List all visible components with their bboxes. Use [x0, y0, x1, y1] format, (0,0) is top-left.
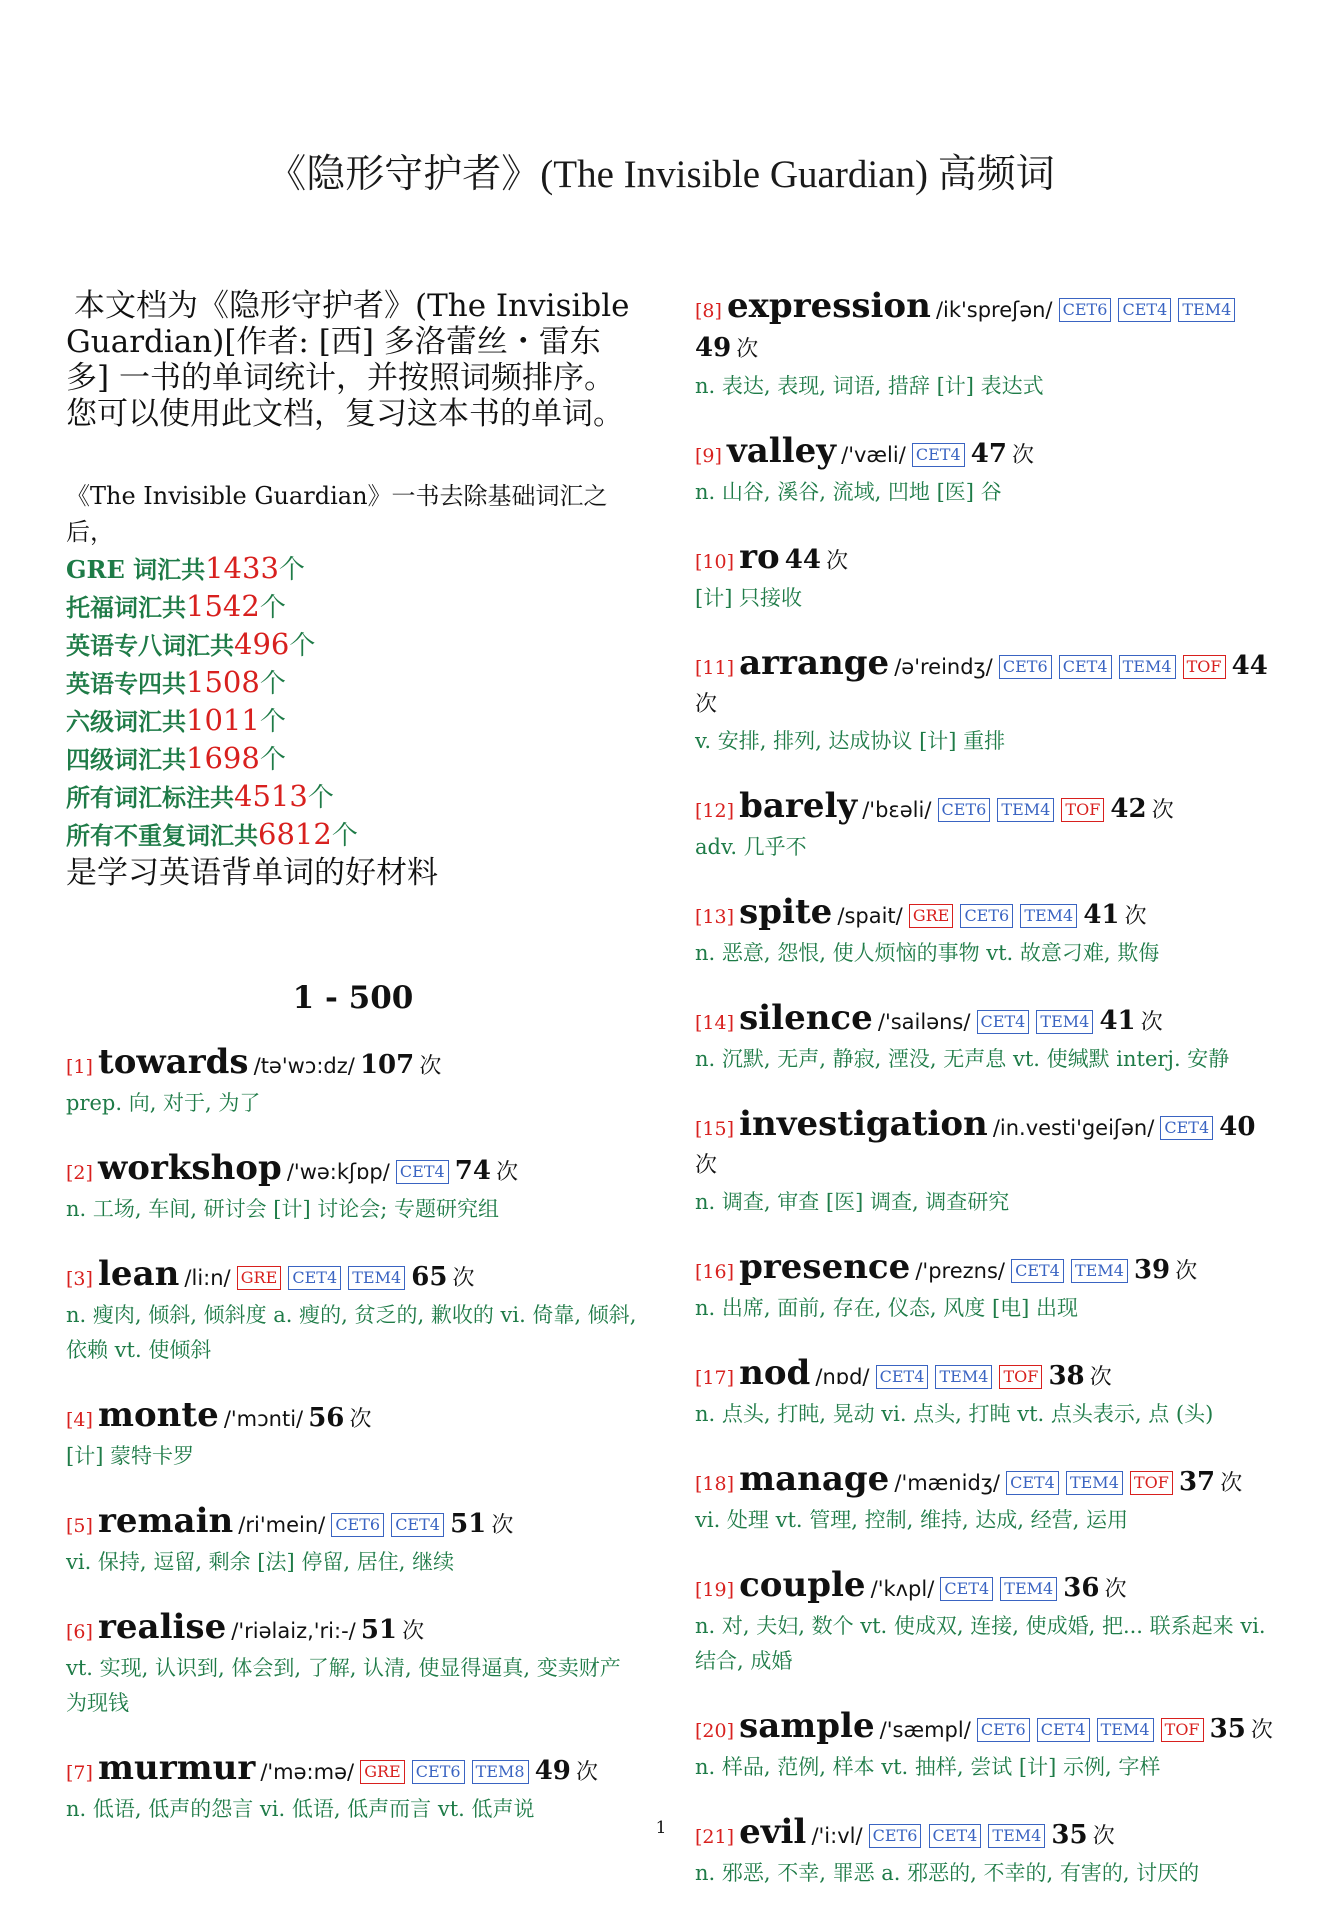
- entry-count: 44: [784, 545, 821, 575]
- entry-header: [695, 288, 1275, 369]
- exam-tag: TEM4: [997, 798, 1054, 822]
- entry-count-unit: 次: [452, 1266, 475, 1291]
- entry-definition: v. 安排, 排列, 达成协议 [计] 重排: [695, 729, 1006, 753]
- summary-line: [66, 816, 640, 854]
- word-entry: [695, 645, 1275, 759]
- entry-index: [15]: [695, 1118, 735, 1140]
- summary-line: [66, 588, 640, 626]
- entry-count: 56: [308, 1403, 345, 1433]
- word-entry: [66, 1750, 640, 1827]
- summary-count: 4513: [234, 779, 308, 813]
- exam-tag: TOF: [1130, 1471, 1173, 1495]
- entry-header: [695, 894, 1275, 936]
- entry-count-unit: 次: [826, 549, 849, 574]
- exam-tag: TOF: [999, 1365, 1042, 1389]
- word-entry: [66, 1609, 640, 1721]
- entry-count-unit: 次: [1140, 1010, 1163, 1035]
- entry-word: valley: [727, 431, 837, 471]
- exam-tag: CET4: [1006, 1471, 1059, 1495]
- exam-tag: TEM4: [1097, 1718, 1154, 1742]
- summary-unit: 个: [259, 593, 286, 623]
- entry-count-unit: 次: [1250, 1718, 1273, 1743]
- page-title: 《隐形守护者》(The Invisible Guardian) 高频词: [267, 153, 1055, 196]
- exam-tag: TEM4: [1178, 298, 1235, 322]
- range-heading: 1 - 500: [292, 980, 414, 1016]
- summary-unit: 个: [278, 555, 305, 585]
- exam-tag: CET6: [960, 904, 1013, 928]
- entry-count-unit: 次: [695, 692, 718, 717]
- entry-index: [21]: [695, 1826, 735, 1848]
- entry-phonetic: /'mɔnti/: [223, 1407, 304, 1431]
- entry-header: [66, 1750, 640, 1792]
- word-list-right: [695, 288, 1275, 1891]
- summary-intro: 《The Invisible Guardian》一书去除基础词汇之后，: [66, 482, 608, 546]
- entry-phonetic: /'bɛəli/: [862, 798, 932, 822]
- entry-count-unit: 次: [1124, 904, 1147, 929]
- entry-count: 40: [1219, 1112, 1256, 1142]
- entry-count-unit: 次: [575, 1760, 598, 1785]
- exam-tag: CET4: [1160, 1116, 1213, 1140]
- entry-count-unit: 次: [419, 1054, 442, 1079]
- exam-tag: TEM4: [1000, 1577, 1057, 1601]
- entry-count: 38: [1048, 1361, 1085, 1391]
- exam-tag: TEM8: [472, 1760, 529, 1784]
- entry-index: [8]: [695, 300, 722, 322]
- summary-label: 英语专八词汇: [66, 631, 210, 660]
- entry-index: [4]: [66, 1409, 93, 1431]
- summary-label: 所有词汇标注: [66, 783, 210, 812]
- entry-index: [10]: [695, 551, 735, 573]
- entry-phonetic: /'mə:mə/: [260, 1760, 355, 1784]
- entry-definition: n. 瘦肉, 倾斜, 倾斜度 a. 瘦的, 贫乏的, 歉收的 vi. 倚靠, 倾斜, 依赖 vt. 使倾斜: [66, 1303, 637, 1362]
- entry-word: nod: [739, 1353, 811, 1393]
- entry-word: murmur: [98, 1748, 256, 1788]
- entry-count: 36: [1063, 1573, 1100, 1603]
- entry-header: [695, 1249, 1275, 1291]
- exam-tag: CET6: [977, 1718, 1030, 1742]
- entry-index: [12]: [695, 800, 735, 822]
- entry-word: arrange: [739, 643, 890, 683]
- vocab-summary: [66, 478, 640, 892]
- entry-count-unit: 次: [496, 1160, 519, 1185]
- entry-header: [695, 645, 1275, 724]
- entry-phonetic: /'sailəns/: [877, 1010, 971, 1034]
- exam-tag: GRE: [360, 1760, 405, 1784]
- summary-count: 496: [234, 627, 290, 661]
- summary-line: [66, 740, 640, 778]
- entry-count-unit: 次: [1175, 1259, 1198, 1284]
- entry-definition: n. 沉默, 无声, 静寂, 湮没, 无声息 vt. 使缄默 interj. 安静: [695, 1047, 1230, 1071]
- entry-header: [695, 1106, 1275, 1185]
- summary-unit: 个: [259, 707, 286, 737]
- entry-count: 42: [1110, 794, 1147, 824]
- entry-index: [11]: [695, 657, 735, 679]
- entry-definition: vi. 处理 vt. 管理, 控制, 维持, 达成, 经营, 运用: [695, 1508, 1129, 1532]
- entry-definition: adv. 几乎不: [695, 835, 807, 859]
- word-entry: [695, 1000, 1275, 1077]
- exam-tag: TEM4: [1020, 904, 1077, 928]
- entry-index: [9]: [695, 445, 722, 467]
- entry-word: realise: [98, 1607, 227, 1647]
- summary-count: 1698: [186, 741, 260, 775]
- exam-tag: CET4: [1011, 1259, 1064, 1283]
- entry-header: [695, 539, 1275, 581]
- entry-index: [19]: [695, 1579, 735, 1601]
- word-entry: [66, 1044, 640, 1121]
- exam-tag: TEM4: [1119, 655, 1176, 679]
- entry-word: manage: [739, 1459, 890, 1499]
- summary-mid: 共: [234, 821, 258, 850]
- entry-header: [695, 1567, 1275, 1609]
- entry-word: workshop: [98, 1148, 282, 1188]
- entry-index: [17]: [695, 1367, 735, 1389]
- exam-tag: TEM4: [1066, 1471, 1123, 1495]
- exam-tag: TOF: [1061, 798, 1104, 822]
- entry-header: [66, 1503, 640, 1545]
- summary-label: 托福词汇: [66, 593, 162, 622]
- entry-count: 44: [1231, 651, 1268, 681]
- entry-count: 49: [534, 1756, 571, 1786]
- entry-definition: n. 点头, 打盹, 晃动 vi. 点头, 打盹 vt. 点头表示, 点 (头): [695, 1402, 1214, 1426]
- entry-header: [695, 433, 1275, 475]
- entry-word: towards: [98, 1042, 249, 1082]
- summary-unit: 个: [307, 783, 334, 813]
- summary-count: 6812: [258, 817, 332, 851]
- entry-header: [695, 1708, 1275, 1750]
- exam-tag: CET6: [412, 1760, 465, 1784]
- entry-index: [2]: [66, 1162, 93, 1184]
- entry-count: 74: [454, 1156, 491, 1186]
- entry-word: lean: [98, 1254, 180, 1294]
- exam-tag: CET4: [912, 443, 965, 467]
- summary-mid: 共: [210, 783, 234, 812]
- entry-phonetic: /'væli/: [841, 443, 906, 467]
- exam-tag: CET4: [876, 1365, 929, 1389]
- entry-word: spite: [739, 892, 833, 932]
- entry-word: barely: [739, 786, 858, 826]
- entry-phonetic: /ik'spreʃən/: [935, 298, 1053, 322]
- exam-tag: CET4: [1059, 655, 1112, 679]
- entry-phonetic: /'sæmpl/: [879, 1718, 971, 1742]
- entry-count-unit: 次: [1151, 798, 1174, 823]
- summary-mid: 共: [162, 745, 186, 774]
- word-entry: [695, 1461, 1275, 1538]
- exam-tag: TEM4: [1071, 1259, 1128, 1283]
- exam-tag: CET4: [1037, 1718, 1090, 1742]
- entry-count: 49: [695, 333, 732, 363]
- entry-header: [66, 1256, 640, 1298]
- exam-tag: CET4: [1118, 298, 1171, 322]
- entry-index: [20]: [695, 1720, 735, 1742]
- entry-count-unit: 次: [1012, 443, 1035, 468]
- entry-phonetic: /tə'wɔ:dz/: [253, 1054, 355, 1078]
- exam-tag: GRE: [237, 1266, 282, 1290]
- entry-word: sample: [739, 1706, 875, 1746]
- word-entry: [66, 1503, 640, 1580]
- summary-label: 英语专四: [66, 669, 162, 698]
- word-entry: [695, 539, 1275, 616]
- summary-mid: 共: [162, 707, 186, 736]
- summary-label: 四级词汇: [66, 745, 162, 774]
- entry-count: 41: [1083, 900, 1120, 930]
- summary-line: [66, 626, 640, 664]
- summary-unit: 个: [331, 821, 358, 851]
- word-entry: [695, 1708, 1275, 1785]
- entry-definition: [计] 只接收: [695, 586, 803, 610]
- summary-mid: 共: [162, 593, 186, 622]
- exam-tag: CET6: [938, 798, 991, 822]
- entry-word: expression: [727, 286, 931, 326]
- exam-tag: CET4: [929, 1824, 982, 1848]
- summary-label: 六级词汇: [66, 707, 162, 736]
- summary-label: GRE 词汇: [66, 555, 182, 584]
- exam-tag: CET4: [288, 1266, 341, 1290]
- entry-header: [695, 788, 1275, 830]
- entry-header: [66, 1397, 640, 1439]
- summary-count: 1542: [186, 589, 260, 623]
- entry-word: silence: [739, 998, 873, 1038]
- entry-definition: vt. 实现, 认识到, 体会到, 了解, 认清, 使显得逼真, 变卖财产为现钱: [66, 1656, 621, 1715]
- entry-count-unit: 次: [491, 1513, 514, 1538]
- entry-phonetic: /spait/: [837, 904, 903, 928]
- entry-phonetic: /in.vesti'geiʃən/: [992, 1116, 1155, 1140]
- entry-index: [7]: [66, 1762, 93, 1784]
- entry-count: 39: [1133, 1255, 1171, 1285]
- entry-definition: n. 低语, 低声的怨言 vi. 低语, 低声而言 vt. 低声说: [66, 1797, 535, 1821]
- entry-index: [13]: [695, 906, 735, 928]
- entry-index: [18]: [695, 1473, 735, 1495]
- entry-phonetic: /ə'reindʒ/: [894, 655, 993, 679]
- entry-index: [5]: [66, 1515, 93, 1537]
- summary-count: 1011: [186, 703, 260, 737]
- summary-count: 1508: [186, 665, 260, 699]
- entry-count-unit: 次: [1092, 1824, 1115, 1849]
- entry-definition: n. 样品, 范例, 样本 vt. 抽样, 尝试 [计] 示例, 字样: [695, 1755, 1161, 1779]
- entry-definition: vi. 保持, 逗留, 剩余 [法] 停留, 居住, 继续: [66, 1550, 455, 1574]
- entry-definition: n. 邪恶, 不幸, 罪恶 a. 邪恶的, 不幸的, 有害的, 讨厌的: [695, 1861, 1200, 1885]
- entry-definition: n. 山谷, 溪谷, 流域, 凹地 [医] 谷: [695, 480, 1002, 504]
- summary-line: [66, 778, 640, 816]
- entry-count: 37: [1178, 1467, 1216, 1497]
- word-entry: [695, 894, 1275, 971]
- word-entry: [695, 1567, 1275, 1679]
- word-entry: [695, 1355, 1275, 1432]
- entry-word: remain: [98, 1501, 234, 1541]
- entry-count-unit: 次: [1104, 1577, 1127, 1602]
- entry-word: monte: [98, 1395, 219, 1435]
- exam-tag: CET4: [977, 1010, 1030, 1034]
- word-entry: [66, 1256, 640, 1368]
- exam-tag: GRE: [909, 904, 954, 928]
- exam-tag: CET6: [1059, 298, 1112, 322]
- entry-count: 51: [360, 1615, 398, 1645]
- word-list-left: [66, 1044, 640, 1827]
- exam-tag: CET6: [999, 655, 1052, 679]
- summary-closing: 是学习英语背单词的好材料: [66, 855, 438, 891]
- intro-paragraph: 本文档为《隐形守护者》(The Invisible Guardian)[作者: [西] 多洛蕾丝・雷东多] 一书的单词统计，并按照词频排序。您可以使用此文档，复习这本书的单词。: [66, 288, 630, 432]
- entry-header: [66, 1609, 640, 1651]
- exam-tag: TEM4: [935, 1365, 992, 1389]
- entry-header: [695, 1355, 1275, 1397]
- entry-phonetic: /'mænidʒ/: [894, 1471, 1000, 1495]
- entry-count: 51: [450, 1509, 487, 1539]
- summary-unit: 个: [259, 745, 286, 775]
- exam-tag: CET6: [869, 1824, 922, 1848]
- entry-index: [3]: [66, 1268, 93, 1290]
- entry-count-unit: 次: [349, 1407, 372, 1432]
- entry-word: evil: [739, 1812, 807, 1852]
- entry-index: [1]: [66, 1056, 93, 1078]
- entry-definition: n. 调查, 审查 [医] 调查, 调查研究: [695, 1190, 1010, 1214]
- exam-tag: TOF: [1183, 655, 1226, 679]
- entry-count-unit: 次: [402, 1619, 425, 1644]
- entry-index: [14]: [695, 1012, 735, 1034]
- entry-word: presence: [739, 1247, 911, 1287]
- entry-phonetic: /'kʌpl/: [870, 1577, 935, 1601]
- entry-count-unit: 次: [1220, 1471, 1243, 1496]
- word-entry: [66, 1150, 640, 1227]
- entry-count-unit: 次: [695, 1153, 718, 1178]
- entry-phonetic: /nɒd/: [815, 1365, 870, 1389]
- entry-phonetic: /'prezns/: [915, 1259, 1005, 1283]
- summary-unit: 个: [259, 669, 286, 699]
- exam-tag: CET4: [391, 1513, 444, 1537]
- exam-tag: TEM4: [348, 1266, 405, 1290]
- summary-mid: 共: [162, 669, 186, 698]
- entry-definition: [计] 蒙特卡罗: [66, 1444, 195, 1468]
- entry-header: [695, 1000, 1275, 1042]
- entry-count: 107: [359, 1050, 415, 1080]
- entry-count: 41: [1099, 1006, 1136, 1036]
- summary-lines: [66, 550, 640, 854]
- entry-definition: n. 恶意, 怨恨, 使人烦恼的事物 vt. 故意刁难, 欺侮: [695, 941, 1160, 965]
- word-entry: [695, 788, 1275, 865]
- summary-line: [66, 550, 640, 588]
- summary-mid: 共: [210, 631, 234, 660]
- summary-line: [66, 702, 640, 740]
- entry-count-unit: 次: [736, 337, 759, 362]
- word-entry: [695, 1249, 1275, 1326]
- entry-count-unit: 次: [1089, 1365, 1112, 1390]
- left-column: [66, 288, 640, 1856]
- entry-phonetic: /'wə:kʃɒp/: [286, 1160, 390, 1184]
- exam-tag: CET4: [940, 1577, 993, 1601]
- entry-count: 35: [1209, 1714, 1246, 1744]
- entry-header: [66, 1150, 640, 1192]
- entry-definition: n. 出席, 面前, 存在, 仪态, 风度 [电] 出现: [695, 1296, 1079, 1320]
- entry-definition: n. 工场, 车间, 研讨会 [计] 讨论会; 专题研究组: [66, 1197, 500, 1221]
- summary-count: 1433: [205, 551, 279, 585]
- exam-tag: TEM4: [1036, 1010, 1093, 1034]
- entry-word: couple: [739, 1565, 866, 1605]
- entry-count: 65: [411, 1262, 448, 1292]
- exam-tag: TEM4: [988, 1824, 1045, 1848]
- summary-line: [66, 664, 640, 702]
- word-entry: [695, 1106, 1275, 1220]
- entry-definition: n. 表达, 表现, 词语, 措辞 [计] 表达式: [695, 374, 1044, 398]
- exam-tag: CET4: [396, 1160, 449, 1184]
- entry-definition: prep. 向, 对于, 为了: [66, 1091, 261, 1115]
- entry-header: [695, 1461, 1275, 1503]
- summary-unit: 个: [289, 631, 316, 661]
- entry-phonetic: /'i:vl/: [811, 1824, 863, 1848]
- entry-index: [16]: [695, 1261, 735, 1283]
- exam-tag: TOF: [1161, 1718, 1204, 1742]
- entry-count: 47: [970, 439, 1007, 469]
- word-entry: [695, 433, 1275, 510]
- summary-mid: 共: [181, 555, 206, 584]
- word-entry: [695, 288, 1275, 404]
- entry-count: 35: [1051, 1820, 1088, 1850]
- right-column: [695, 288, 1275, 1920]
- exam-tag: CET6: [331, 1513, 384, 1537]
- entry-phonetic: /ri'mein/: [238, 1513, 326, 1537]
- entry-header: [66, 1044, 640, 1086]
- page-number: 1: [655, 1818, 667, 1838]
- summary-label: 所有不重复词汇: [66, 821, 234, 850]
- entry-word: ro: [739, 537, 780, 577]
- word-entry: [66, 1397, 640, 1474]
- entry-phonetic: /li:n/: [184, 1266, 231, 1290]
- entry-index: [6]: [66, 1621, 93, 1643]
- entry-word: investigation: [739, 1104, 988, 1144]
- entry-phonetic: /'riəlaiz,'ri:-/: [231, 1619, 356, 1643]
- entry-definition: n. 对, 夫妇, 数个 vt. 使成双, 连接, 使成婚, 把... 联系起来 vi. 结合, 成婚: [695, 1614, 1266, 1673]
